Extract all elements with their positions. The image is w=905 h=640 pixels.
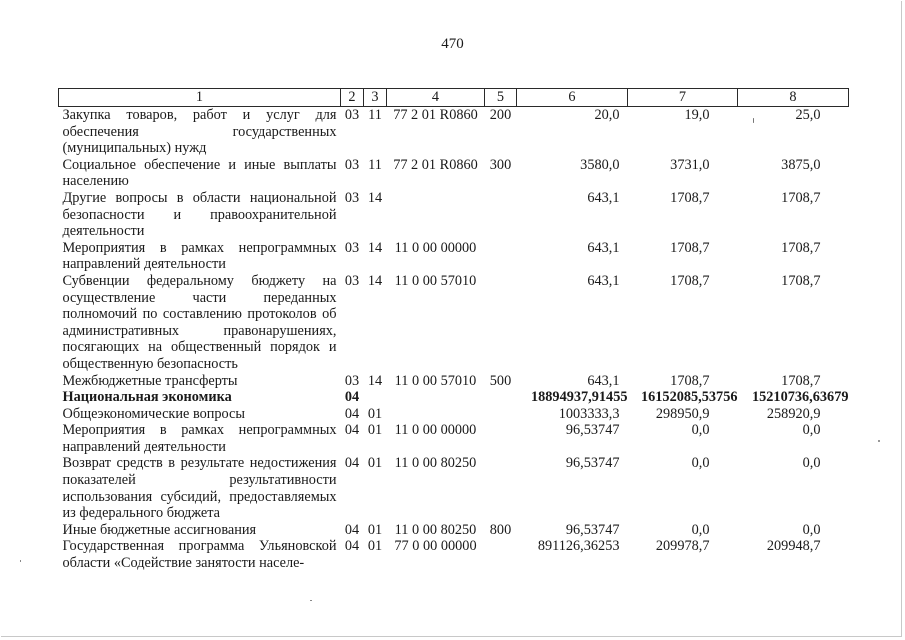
cell-c5	[485, 455, 517, 521]
scan-speck	[310, 600, 312, 601]
cell-c6: 643,1	[587, 239, 620, 256]
cell-c1: Государственная программа Ульяновской области «Содействие занятости населе-	[62, 538, 337, 572]
scan-speck	[753, 118, 754, 123]
cell-c6: 1003333,3	[558, 405, 620, 422]
cell-c8: 0,0	[802, 422, 821, 439]
cell-c1: Закупка товаров, работ и услуг для обеспечения государственных (муниципальных) нужд	[62, 107, 337, 157]
cell-c2: 03	[344, 372, 360, 389]
cell-c1: Субвенции федеральному бюджету на осуществление части переданных полномочий по составлению протоколов об административных правонарушениях, посягающих на общественный порядок и общественную безопасность	[62, 272, 337, 372]
cell-c8: 1708,7	[781, 372, 821, 389]
cell-c6: 3580,0	[580, 156, 620, 173]
cell-c1: Общеэкономические вопросы	[62, 405, 245, 422]
cell-c5	[485, 389, 517, 406]
cell-c7: 1708,7	[670, 272, 710, 289]
cell-c7: 16152085,53756	[640, 389, 738, 406]
cell-c1: Другие вопросы в области национальной безопасности и правоохранительной деятельности	[62, 189, 337, 240]
column-header: 7	[628, 89, 738, 107]
table-row	[59, 157, 849, 190]
cell-c8: 0,0	[802, 521, 821, 538]
cell-c8: 1708,7	[781, 189, 821, 206]
cell-c5	[485, 190, 517, 240]
cell-c2: 03	[344, 189, 360, 206]
column-header: 4	[387, 89, 485, 107]
table-row	[59, 107, 849, 157]
cell-c5: 500	[489, 372, 512, 389]
cell-c2: 03	[344, 156, 360, 173]
cell-c8: 1708,7	[781, 239, 821, 256]
page-number: 470	[441, 36, 464, 52]
cell-c3: 14	[367, 272, 383, 289]
column-header: 8	[738, 89, 849, 107]
column-header: 2	[341, 89, 364, 107]
cell-c3: 11	[368, 107, 382, 123]
cell-c8: 1708,7	[781, 272, 821, 289]
cell-c3: 14	[367, 189, 383, 206]
table-row	[59, 240, 849, 273]
cell-c7: 298950,9	[655, 405, 710, 422]
cell-c5: 200	[489, 107, 512, 123]
scan-speck	[878, 440, 880, 442]
table-row	[59, 522, 849, 539]
cell-c2: 04	[344, 422, 360, 439]
cell-c3: 11	[368, 156, 382, 173]
cell-c3: 01	[367, 405, 383, 422]
cell-c8: 0,0	[802, 455, 821, 472]
column-header: 1	[59, 89, 341, 107]
cell-c5	[485, 406, 517, 423]
table-row	[59, 422, 849, 455]
table-row	[59, 455, 849, 521]
cell-c3: 01	[367, 538, 383, 555]
cell-c7: 0,0	[691, 521, 710, 538]
cell-c5	[485, 240, 517, 273]
cell-c4	[387, 389, 485, 406]
cell-c1: Национальная экономика	[62, 389, 232, 406]
cell-c7: 1708,7	[670, 189, 710, 206]
cell-c8: 15210736,63679	[751, 389, 849, 406]
cell-c3: 01	[367, 455, 383, 472]
cell-c2: 04	[344, 521, 360, 538]
cell-c4: 77 2 01 R0860	[393, 156, 478, 173]
cell-c7: 3731,0	[670, 156, 710, 173]
cell-c3: 14	[367, 239, 383, 256]
budget-table	[58, 88, 849, 572]
cell-c7: 1708,7	[670, 239, 710, 256]
header-row	[59, 89, 849, 107]
table-row	[59, 273, 849, 373]
cell-c4: 11 0 00 57010	[394, 272, 477, 289]
cell-c6: 643,1	[587, 372, 620, 389]
cell-c2: 04	[344, 538, 360, 555]
cell-c2: 04	[344, 405, 360, 422]
cell-c6: 643,1	[587, 189, 620, 206]
cell-c2: 03	[344, 107, 360, 123]
cell-c1: Межбюджетные трансферты	[62, 372, 238, 389]
cell-c8: 209948,7	[766, 538, 821, 555]
table-row	[59, 389, 849, 406]
table-row	[59, 538, 849, 571]
cell-c5	[485, 422, 517, 455]
cell-c1: Социальное обеспечение и иные выплаты населению	[62, 156, 337, 190]
cell-c1: Мероприятия в рамках непрограммных направлений деятельности	[62, 422, 337, 455]
table-row	[59, 373, 849, 390]
cell-c7: 0,0	[691, 455, 710, 472]
cell-c2: 04	[344, 389, 360, 406]
cell-c6: 891126,36253	[537, 538, 620, 555]
cell-c4	[387, 406, 485, 423]
cell-c4: 77 2 01 R0860	[393, 107, 478, 123]
cell-c5: 300	[489, 156, 512, 173]
cell-c3	[364, 389, 387, 406]
cell-c6: 96,53747	[565, 455, 620, 472]
cell-c6: 96,53747	[565, 521, 620, 538]
cell-c6: 96,53747	[565, 422, 620, 439]
cell-c8: 258920,9	[766, 405, 821, 422]
cell-c8: 3875,0	[781, 156, 821, 173]
cell-c7: 209978,7	[655, 538, 710, 555]
cell-c6: 20,0	[594, 107, 620, 123]
cell-c4: 11 0 00 00000	[394, 239, 477, 256]
cell-c1: Возврат средств в результате недостижения показателей результативности использования субсидий, предоставляемых из федерального бюджета	[62, 455, 337, 522]
cell-c6: 643,1	[587, 272, 620, 289]
cell-c4: 11 0 00 57010	[394, 372, 477, 389]
cell-c5	[485, 538, 517, 571]
cell-c7: 19,0	[684, 107, 710, 123]
column-header: 3	[364, 89, 387, 107]
cell-c5	[485, 273, 517, 373]
cell-c3: 01	[367, 422, 383, 439]
cell-c3: 14	[367, 372, 383, 389]
cell-c7: 0,0	[691, 422, 710, 439]
cell-c7: 1708,7	[670, 372, 710, 389]
cell-c4: 11 0 00 80250	[394, 455, 477, 472]
table-row	[59, 406, 849, 423]
cell-c4: 77 0 00 00000	[394, 538, 477, 555]
cell-c2: 03	[344, 239, 360, 256]
cell-c2: 04	[344, 455, 360, 472]
cell-c8: 25,0	[795, 107, 821, 123]
cell-c4: 11 0 00 00000	[394, 422, 477, 439]
cell-c1: Иные бюджетные ассигнования	[62, 521, 257, 538]
column-header: 5	[485, 89, 517, 107]
cell-c3: 01	[367, 521, 383, 538]
cell-c1: Мероприятия в рамках непрограммных направлений деятельности	[62, 239, 337, 273]
scan-speck	[20, 560, 21, 562]
cell-c4: 11 0 00 80250	[394, 521, 477, 538]
table-row	[59, 190, 849, 240]
cell-c6: 18894937,91455	[530, 389, 628, 406]
cell-c2: 03	[344, 272, 360, 289]
cell-c5: 800	[489, 521, 512, 538]
column-header: 6	[517, 89, 628, 107]
cell-c4	[387, 190, 485, 240]
